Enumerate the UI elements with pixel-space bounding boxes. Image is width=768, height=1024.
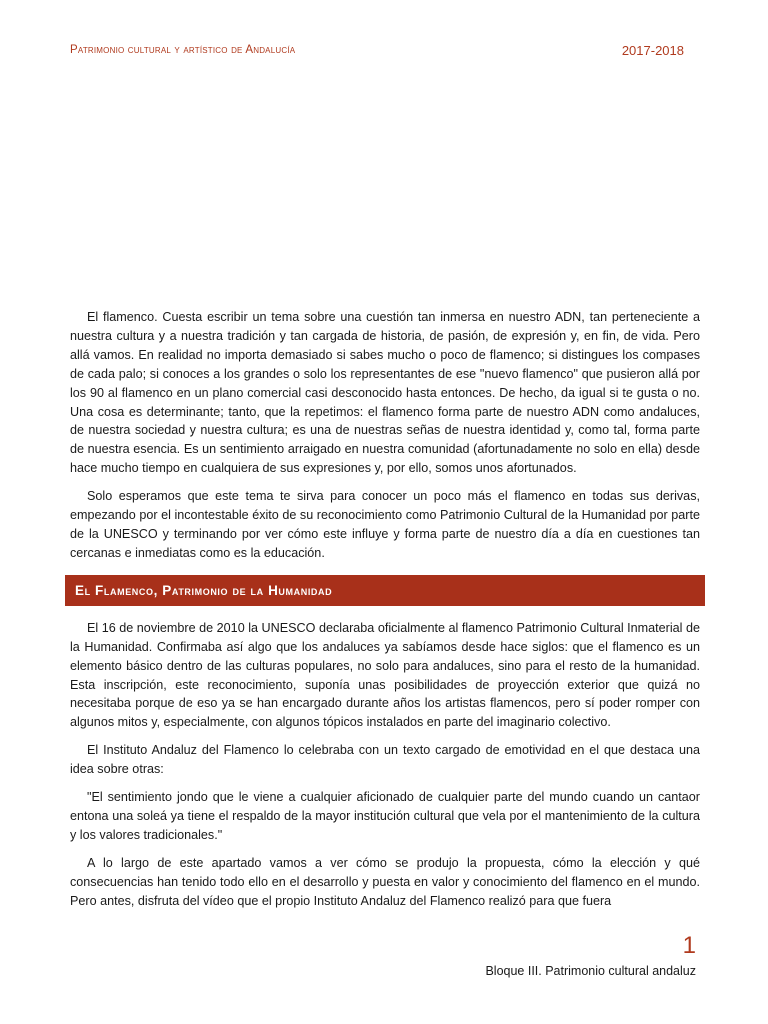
section-paragraph-2: El Instituto Andaluz del Flamenco lo celebraba con un texto cargado de emotividad en el que destaca una idea sobre otras: xyxy=(70,743,700,777)
section-heading: El Flamenco, Patrimonio de la Humanidad xyxy=(65,575,705,606)
document-body xyxy=(70,308,700,919)
intro-paragraph-1: El flamenco. Cuesta escribir un tema sobre una cuestión tan inmersa en nuestro ADN, tan perteneciente a nuestra cultura y a nuestra tradición y tan cargada de historia, de pasión, de expresión y, en fin, de vida. Pero allá vamos. En realidad no importa demasiado si sabes mucho o poco de flamenco; si distingues los compases de cada palo; si conoces a los grandes o solo los representantes de ese "nuevo flamenco" que pusieron allá por los 90 al flamenco en un plano comercial casi desconocido hasta entonces. De hecho, da igual si te gusta o no. Una cosa es determinante; tanto, que la repetimos: el flamenco forma parte de nuestro ADN como andaluces, de nuestra sociedad y nuestra cultura; es una de nuestras señas de nuestra identidad y, como tal, forma parte de nuestra esencia. Es un sentimiento arraigado en nuestra comunidad (afortunadamente no solo en ella) desde hace mucho tiempo en cualquiera de sus expresiones y, por ello, somos unos afortunados. xyxy=(70,310,700,476)
section-paragraph-4: A lo largo de este apartado vamos a ver cómo se produjo la propuesta, cómo la elección y qué consecuencias han tenido todo ello en el desarrollo y puesta en valor y conocimiento del flamenco en el mundo. Pero antes, disfruta del vídeo que el propio Instituto Andaluz del Flamenco realizó para que fuera xyxy=(70,855,700,908)
footer-label: Bloque III. Patrimonio cultural andaluz xyxy=(485,964,696,978)
quote-paragraph: "El sentimiento jondo que le viene a cualquier aficionado de cualquier parte del mundo cuando un cantaor entona una soleá ya tiene el respaldo de la mayor institución cultural que vela por el mantenimiento de la cultura y los valores tradicionales." xyxy=(70,790,700,842)
header-year: 2017-2018 xyxy=(621,43,684,58)
intro-paragraph-2: Solo esperamos que este tema te sirva para conocer un poco más el flamenco en todas sus derivas, empezando por el incontestable éxito de su reconocimiento como Patrimonio Cultural de la Humanidad por parte de la UNESCO y terminando por ver cómo este influye y forma parte de nuestro día a día en cuestiones tan cercanas e inmediatas como es la educación. xyxy=(70,489,700,560)
section-paragraph-1: El 16 de noviembre de 2010 la UNESCO declaraba oficialmente al flamenco Patrimonio Cultural Inmaterial de la Humanidad. Confirmaba así algo que los andaluces ya sabíamos desde hace siglos: que el flamenco es un elemento básico dentro de las culturas populares, no solo para andaluces, sino para el resto de la humanidad. Esta inscripción, este reconocimiento, suponía unas posibilidades de proyección exterior que quizá no necesitaba porque de eso ya se han encargado durante años los artistas flamencos, pero sí poder romper con algunos mitos y, especialmente, con algunos tópicos instalados en parte del imaginario colectivo. xyxy=(70,620,700,730)
header-title: Patrimonio cultural y artístico de Andalucía xyxy=(70,44,296,56)
page-number: 1 xyxy=(682,932,696,959)
